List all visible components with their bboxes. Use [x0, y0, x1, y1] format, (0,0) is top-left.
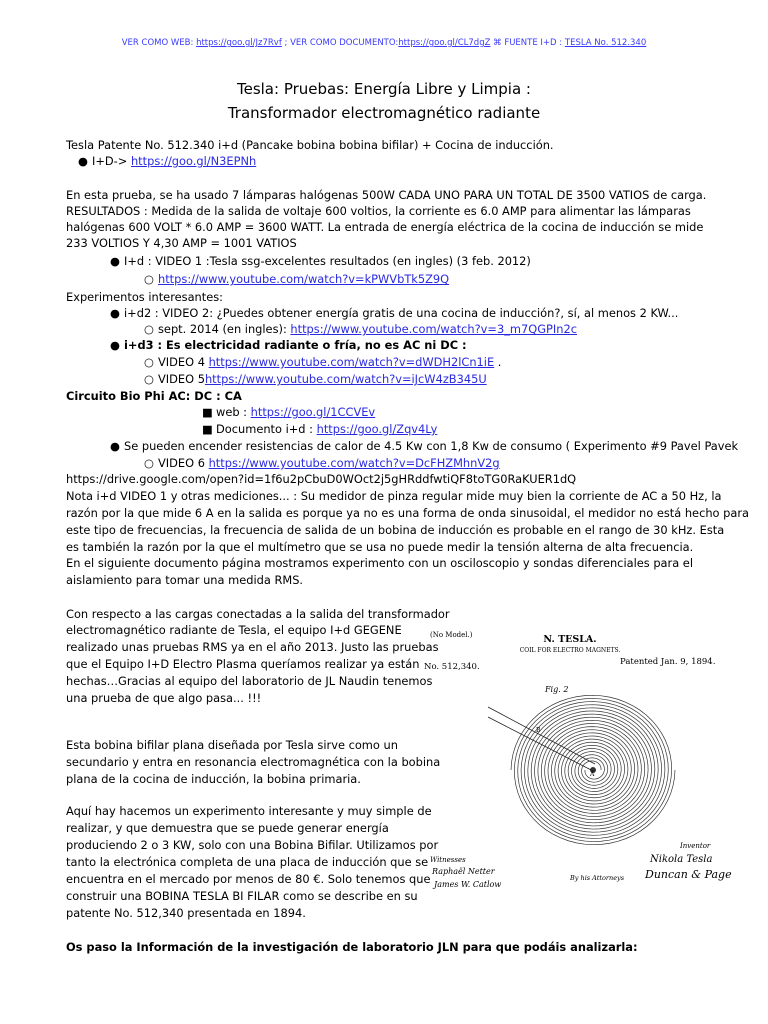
- video6-label: VIDEO 6: [158, 456, 209, 470]
- video4-item: [144, 355, 501, 370]
- exp-line: encuentra en el mercado por menos de 80 €. Solo tenemos que: [66, 872, 431, 886]
- note-line: Nota i+d VIDEO 1 y otras mediciones... : Su medidor de pinza regular mide muy bien la corriente de AC a 50 Hz, la: [66, 489, 722, 503]
- circle-bullet-icon: ○: [144, 322, 154, 336]
- note-line: aislamiento para tomar una medida RMS.: [66, 573, 304, 587]
- inventor-label: Inventor: [680, 842, 711, 850]
- note-line: es también la razón por la que el multímetro que se usa no puede medir la tensión alterna de alta frecuencia.: [66, 540, 694, 554]
- doc-item: [202, 422, 437, 437]
- attorneys-label: By his Attorneys: [570, 874, 625, 882]
- video6-link[interactable]: https://www.youtube.com/watch?v=DcFHZMhnV2g: [208, 456, 500, 470]
- attorney-signature: Duncan & Page: [645, 868, 732, 881]
- web-item: [202, 405, 375, 420]
- patent-number: No. 512,340.: [424, 662, 480, 672]
- fuente-link[interactable]: TESLA No. 512.340: [564, 38, 647, 48]
- video4-link[interactable]: https://www.youtube.com/watch?v=dWDH2lCn1iE: [208, 355, 495, 369]
- video1-link[interactable]: https://www.youtube.com/watch?v=kPWVbTk5Z9Q: [158, 272, 450, 286]
- video4-label: VIDEO 4: [158, 355, 209, 369]
- heat-text: Se pueden encender resistencias de calor de 4.5 Kw con 1,8 Kw de consumo ( Experimento #9 Pavel Pavek: [124, 439, 739, 453]
- loads-line: Con respecto a las cargas conectadas a la salida del transformador: [66, 607, 450, 621]
- video1-text: I+d : VIDEO 1 :Tesla ssg-excelentes resultados (en ingles) (3 feb. 2012): [124, 254, 531, 268]
- circle-bullet-icon: ○: [144, 355, 154, 369]
- loads-line: hechas…Gracias al equipo del laboratorio de JL Naudin tenemos: [66, 674, 433, 688]
- test-line: En esta prueba, se ha usado 7 lámparas halógenas 500W CADA UNO PARA UN TOTAL DE 3500 VATIOS de carga.: [66, 188, 707, 202]
- heat-item: [110, 439, 738, 454]
- header-bar: [0, 38, 768, 48]
- loads-line: realizado unas pruebas RMS ya en el año 2013. Justo las pruebas: [66, 640, 439, 654]
- square-bullet-icon: ■: [202, 405, 213, 419]
- note-line: este tipo de frecuencias, la frecuencia de salida de un bobina de inducción es probable en el rango de 30 kHz. Esta: [66, 523, 725, 537]
- video1-item: [110, 254, 531, 269]
- test-line: halógenas 600 VOLT * 6.0 AMP = 3600 WATT. La entrada de energía eléctrica de la cocina de inducción se mide: [66, 220, 704, 234]
- bullet-icon: ●: [110, 254, 120, 268]
- coil-line: Esta bobina bifilar plana diseñada por Tesla sirve como un: [66, 738, 398, 752]
- video6-item: [144, 456, 500, 471]
- circle-bullet-icon: ○: [144, 456, 154, 470]
- closing-line: Os paso la Información de la investigación de laboratorio JLN para que podáis analizarla:: [66, 940, 638, 954]
- bullet-icon: ●: [78, 154, 88, 168]
- note-line: razón por la que mide 6 A en la salida es porque ya no es una forma de onda sinusoidal, el medidor no está hecho para: [66, 506, 750, 520]
- label-a: A: [590, 771, 595, 778]
- video1-link-item: [144, 272, 449, 287]
- video2-date: sept. 2014 (en ingles):: [158, 322, 291, 336]
- exp-line: construir una BOBINA TESLA BI FILAR como se describe en su: [66, 889, 418, 903]
- circuit-heading: Circuito Bio Phi AC: DC : CA: [66, 389, 242, 403]
- patent-line: Tesla Patente No. 512.340 i+d (Pancake bobina bobina bifilar) + Cocina de inducción.: [66, 138, 554, 152]
- web-link[interactable]: https://goo.gl/Jz7Rvf: [196, 38, 282, 48]
- inventor-signature: Nikola Tesla: [650, 854, 713, 865]
- bullet-icon: ●: [110, 306, 120, 320]
- patent-figure: [420, 622, 742, 908]
- video4-tail: .: [494, 355, 502, 369]
- page-title: Tesla: Pruebas: Energía Libre y Limpia :: [236, 80, 531, 98]
- exp-line: Aquí hay hacemos un experimento interesante y muy simple de: [66, 804, 432, 818]
- web-label: VER COMO WEB:: [121, 38, 197, 48]
- id-link[interactable]: https://goo.gl/N3EPNh: [130, 154, 257, 168]
- experiments-heading: Experimentos interesantes:: [66, 290, 224, 304]
- square-bullet-icon: ■: [202, 422, 213, 436]
- video2-link-item: [144, 322, 577, 337]
- doc-item-link[interactable]: https://goo.gl/Zqv4Ly: [316, 422, 438, 436]
- video2-text: i+d2 : VIDEO 2: ¿Puedes obtener energía gratis de una cocina de inducción?, sí, al menos 2 KW...: [124, 306, 679, 320]
- no-model-text: (No Model.): [430, 631, 473, 639]
- witness-signature: James W. Catlow: [434, 880, 502, 889]
- note-line: En el siguiente documento página mostramos experimento con un osciloscopio y sondas diferenciales para el: [66, 556, 693, 570]
- bullet-icon: ●: [110, 338, 120, 352]
- doc-label: ; VER COMO DOCUMENTO:: [281, 38, 399, 48]
- loads-line: que el Equipo I+D Electro Plasma queríamos realizar ya están: [66, 657, 420, 671]
- loads-line: electromagnético radiante de Tesla, el equipo I+d GEGENE: [66, 623, 402, 637]
- patent-coil-title: COIL FOR ELECTRO MAGNETS.: [519, 647, 621, 654]
- test-line: RESULTADOS : Medida de la salida de voltaje 600 voltios, la corriente es 6.0 AMP para alimentar las lámparas: [66, 204, 691, 218]
- doc-link[interactable]: https://goo.gl/CL7dgZ: [398, 38, 491, 48]
- video5-label: VIDEO 5: [158, 372, 205, 386]
- exp-line: produciendo 2 o 3 KW, solo con una Bobina Bifilar. Utilizamos por: [66, 838, 439, 852]
- video5-link[interactable]: https://www.youtube.com/watch?v=iJcW4zB345U: [204, 372, 487, 386]
- circle-bullet-icon: ○: [144, 272, 154, 286]
- video2-item: [110, 306, 678, 321]
- patent-inventor-name: N. TESLA.: [543, 634, 597, 645]
- id-label: I+D->: [92, 154, 131, 168]
- coil-line: plana de la cocina de inducción, la bobina primaria.: [66, 772, 361, 786]
- bullet-icon: ●: [110, 439, 120, 453]
- fuente-label: ⌘ FUENTE I+D :: [490, 38, 565, 48]
- d3-item: [110, 338, 467, 353]
- video5-item: [144, 372, 487, 387]
- doc-item-label: Documento i+d :: [216, 422, 317, 436]
- bifilar-coil-drawing: [511, 695, 675, 844]
- page-subtitle: Transformador electromagnético radiante: [227, 104, 541, 122]
- coil-line: secundario y entra en resonancia electromagnética con la bobina: [66, 755, 441, 769]
- circle-bullet-icon: ○: [144, 372, 154, 386]
- web-item-link[interactable]: https://goo.gl/1CCVEv: [250, 405, 376, 419]
- loads-line: una prueba de que algo pasa... !!!: [66, 691, 262, 705]
- test-line: 233 VOLTIOS Y 4,30 AMP = 1001 VATIOS: [66, 236, 297, 250]
- witnesses-label: Witnesses: [430, 856, 466, 864]
- witness-signature: Raphaël Netter: [432, 867, 495, 876]
- id-list-item: [78, 154, 256, 169]
- web-item-label: web :: [216, 405, 251, 419]
- d3-text: i+d3 : Es electricidad radiante o fría, no es AC ni DC :: [124, 338, 467, 352]
- drive-link[interactable]: https://drive.google.com/open?id=1f6u2pCbuD0WOct2j5gHRddfwtiQF8toTG0RaKUER1dQ: [66, 472, 577, 486]
- fig-label: Fig. 2: [545, 685, 569, 694]
- label-b: B: [536, 727, 541, 734]
- exp-line: tanto la electrónica completa de una placa de inducción que se: [66, 855, 429, 869]
- video2-link[interactable]: https://www.youtube.com/watch?v=3_m7QGPIn2c: [290, 322, 578, 336]
- patent-date: Patented Jan. 9, 1894.: [620, 657, 716, 667]
- exp-line: realizar, y que demuestra que se puede generar energía: [66, 821, 389, 835]
- exp-line: patente No. 512,340 presentada en 1894.: [66, 906, 306, 920]
